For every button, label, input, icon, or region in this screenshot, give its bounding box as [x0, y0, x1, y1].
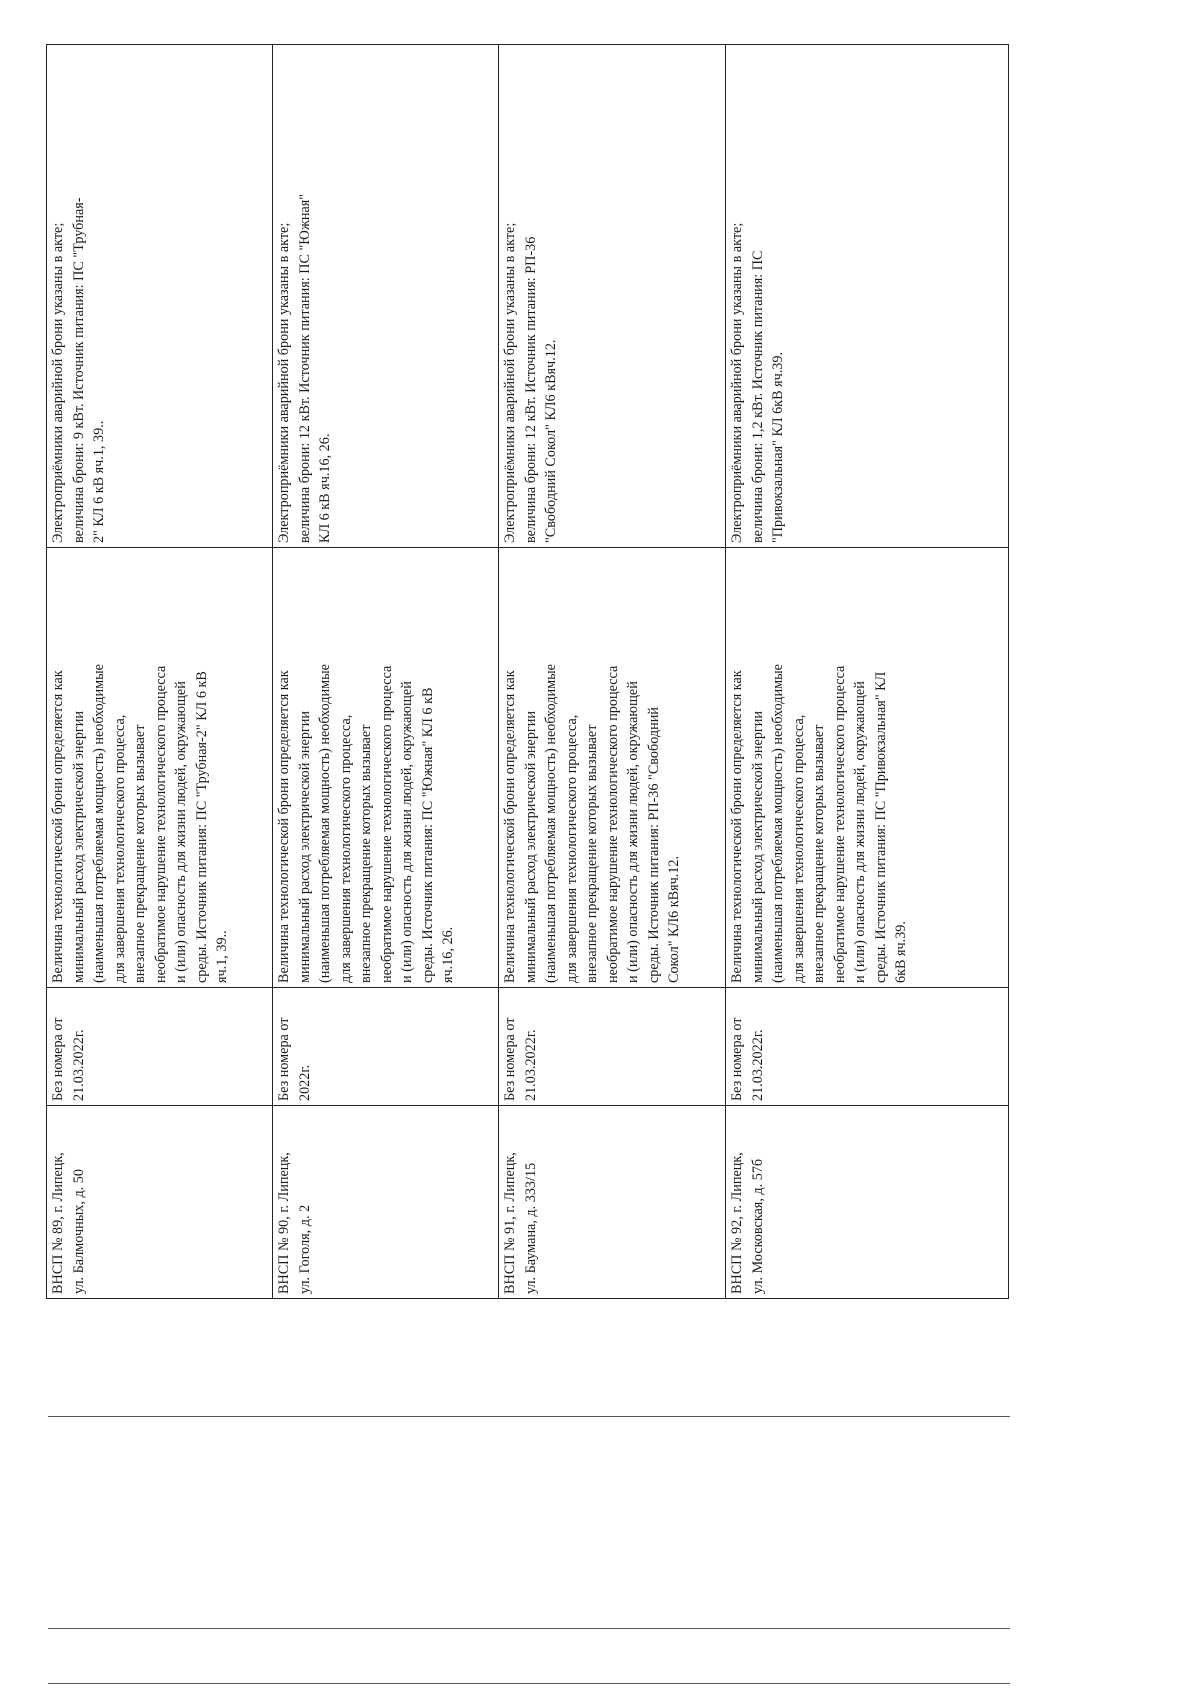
tech-reserve-text: Величина технологической брони определяется как минимальный расход электрической энергии (наименьшая потребляемая мощность) необходимые для завершения технологического процесса, внезапное прекращение которых вызывает необратимое нарушение технологического процесса и (или) опасность для жизни людей, окружающей среды. Источник питания: ПС "Южная" КЛ 6 кВ яч.16, 26.: [276, 664, 456, 983]
table-row: [726, 45, 1009, 1299]
act-text: Без номера от 21.03.2022г.: [502, 1017, 539, 1101]
emergency-reserve-text: Электроприёмники аварийной брони указаны в акте; величина брони: 12 кВт. Источник питания: ПС "Южная" КЛ 6 кВ яч.16, 26.: [276, 193, 333, 543]
tech-reserve-cell: [273, 548, 499, 988]
object-cell: [499, 1106, 726, 1299]
act-cell: [273, 988, 499, 1106]
act-cell: [499, 988, 726, 1106]
act-cell: [47, 988, 273, 1106]
reserve-table: [46, 44, 1009, 1299]
object-cell: [726, 1106, 1009, 1299]
tech-reserve-cell: [47, 548, 273, 988]
emergency-reserve-text: Электроприёмники аварийной брони указаны в акте; величина брони: 1,2 кВт. Источник питания: ПС "Привокзальная" КЛ 6кВ яч.39.: [729, 222, 786, 543]
object-cell: [273, 1106, 499, 1299]
tech-reserve-text: Величина технологической брони определяется как минимальный расход электрической энергии (наименьшая потребляемая мощность) необходимые для завершения технологического процесса, внезапное прекращение которых вызывает необратимое нарушение технологического процесса и (или) опасность для жизни людей, окружающей среды. Источник питания: ПС "Трубная-2" КЛ 6 кВ яч.1, 39..: [50, 664, 230, 983]
divider-line: [48, 1416, 1010, 1417]
tech-reserve-text: Величина технологической брони определяется как минимальный расход электрической энергии (наименьшая потребляемая мощность) необходимые для завершения технологического процесса, внезапное прекращение которых вызывает необратимое нарушение технологического процесса и (или) опасность для жизни людей, окружающей среды. Источник питания: ПС "Привокзальная" КЛ 6кВ яч.39.: [729, 664, 909, 983]
act-cell: [726, 988, 1009, 1106]
divider-line: [48, 1683, 1010, 1684]
emergency-reserve-cell: [499, 45, 726, 548]
table-row: [47, 45, 273, 1299]
act-text: Без номера от 21.03.2022г.: [50, 1017, 87, 1101]
tech-reserve-cell: [726, 548, 1009, 988]
tech-reserve-text: Величина технологической брони определяется как минимальный расход электрической энергии (наименьшая потребляемая мощность) необходимые для завершения технологического процесса, внезапное прекращение которых вызывает необратимое нарушение технологического процесса и (или) опасность для жизни людей, окружающей среды. Источник питания: РП-36 "Свободний Сокол" КЛ6 кВяч.12.: [502, 664, 682, 983]
object-text: ВНСП № 89, г. Липецк, ул. Балмочных, д. 50: [50, 1152, 87, 1294]
object-text: ВНСП № 92, г. Липецк, ул. Московская, д. 57б: [729, 1152, 766, 1294]
emergency-reserve-cell: [726, 45, 1009, 548]
emergency-reserve-cell: [273, 45, 499, 548]
table-row: [499, 45, 726, 1299]
rotated-page: [46, 45, 1008, 1299]
object-text: ВНСП № 90, г. Липецк, ул. Гоголя, д. 2: [276, 1152, 313, 1294]
emergency-reserve-text: Электроприёмники аварийной брони указаны в акте; величина брони: 12 кВт. Источник питания: РП-36 "Свободний Сокол" КЛ6 кВяч.12.: [502, 222, 559, 543]
emergency-reserve-text: Электроприёмники аварийной брони указаны в акте; величина брони: 9 кВт. Источник питания: ПС "Трубная- 2" КЛ 6 кВ яч.1, 39..: [50, 197, 107, 543]
divider-line: [48, 1628, 1010, 1629]
object-text: ВНСП № 91, г. Липецк, ул. Баумана, д. 333/15: [502, 1152, 539, 1294]
act-text: Без номера от 2022г.: [276, 1017, 313, 1101]
table-row: [273, 45, 499, 1299]
tech-reserve-cell: [499, 548, 726, 988]
emergency-reserve-cell: [47, 45, 273, 548]
object-cell: [47, 1106, 273, 1299]
act-text: Без номера от 21.03.2022г.: [729, 1017, 766, 1101]
